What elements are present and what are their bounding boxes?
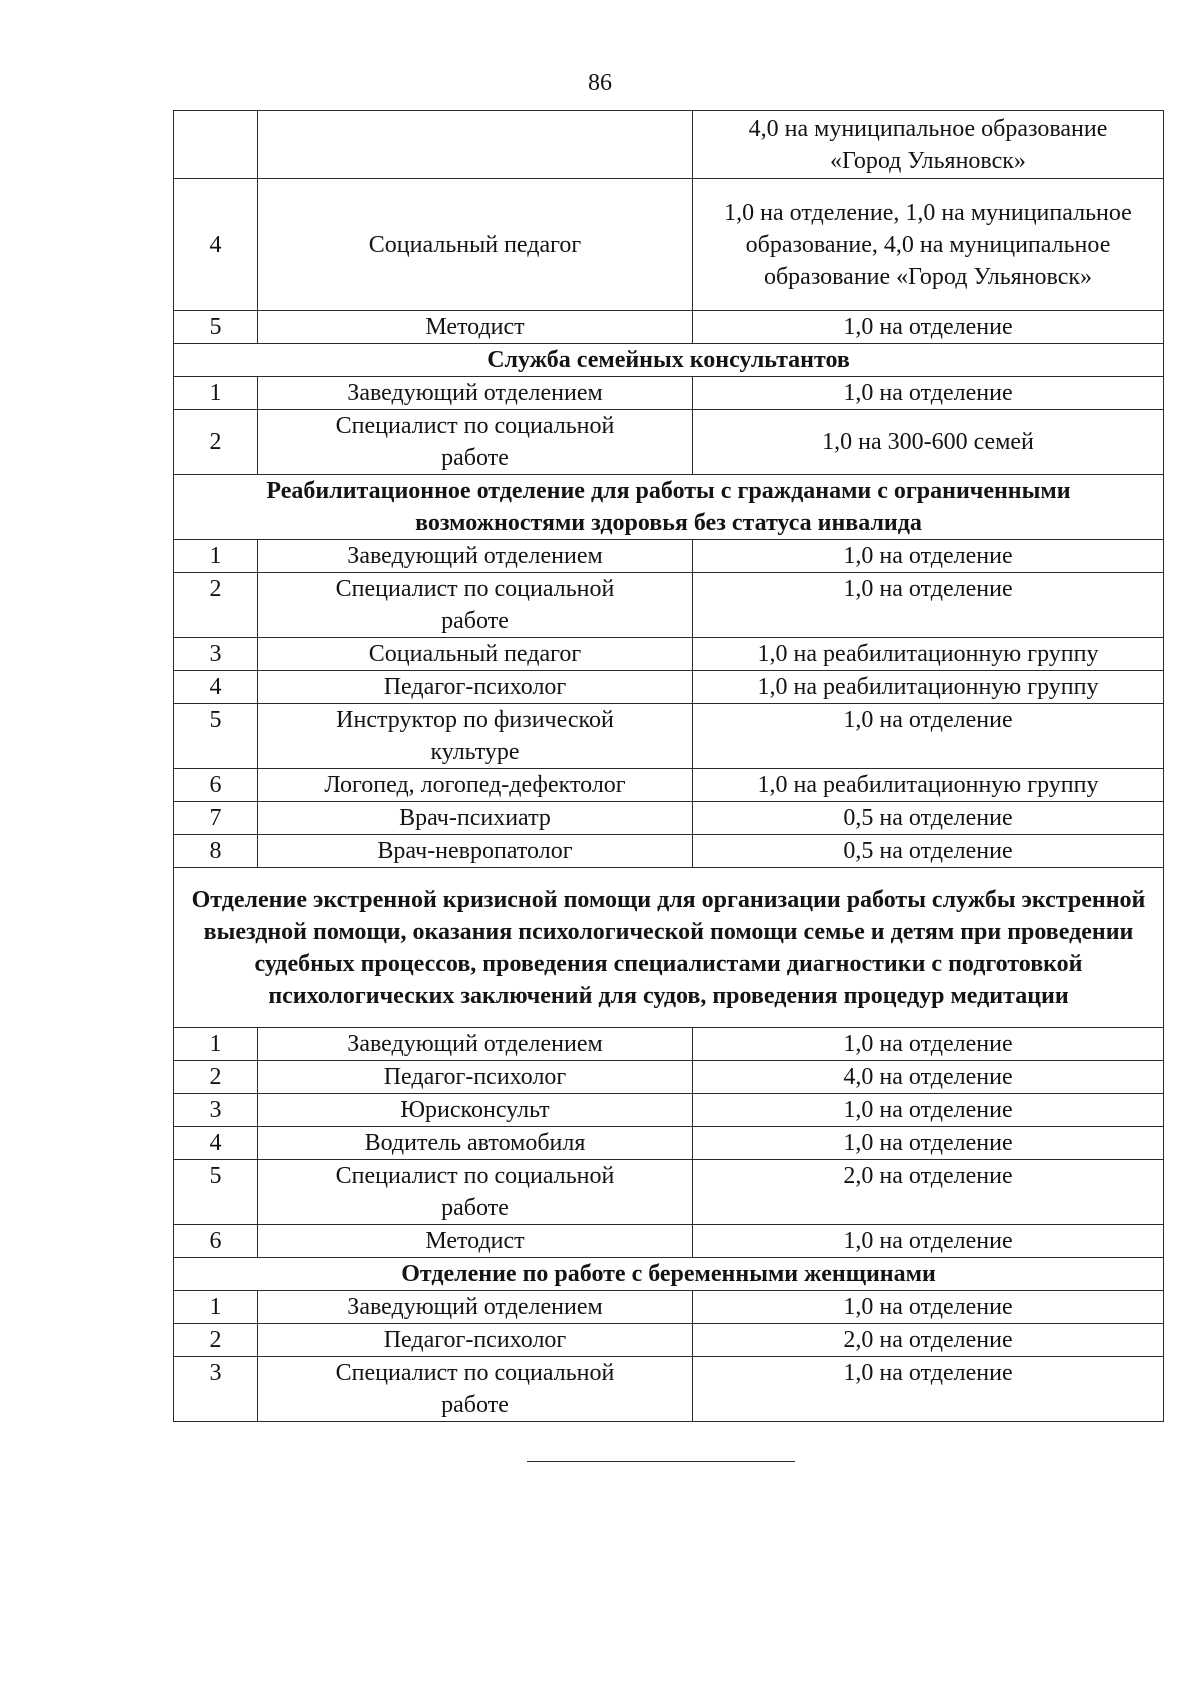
staff-norm: 2,0 на отделение xyxy=(693,1324,1164,1357)
position-name: Педагог-психолог xyxy=(258,671,693,704)
position-name: Юрисконсульт xyxy=(258,1094,693,1127)
row-number: 1 xyxy=(174,377,258,410)
section-header-family-consultants xyxy=(174,344,1164,377)
staff-norm: 1,0 на отделение xyxy=(693,311,1164,344)
position-name: Заведующий отделением xyxy=(258,1028,693,1061)
table-row xyxy=(174,1094,1164,1127)
row-number: 4 xyxy=(174,179,258,311)
table-row xyxy=(174,179,1164,311)
position-name: Методист xyxy=(258,1225,693,1258)
table-row xyxy=(174,540,1164,573)
table-row xyxy=(174,1028,1164,1061)
row-number xyxy=(174,111,258,179)
row-number: 6 xyxy=(174,769,258,802)
staff-norm: 1,0 на отделение xyxy=(693,1094,1164,1127)
row-number: 3 xyxy=(174,1094,258,1127)
position-name: Врач-психиатр xyxy=(258,802,693,835)
position-name: Инструктор по физической культуре xyxy=(258,704,693,769)
staff-norm: 1,0 на отделение xyxy=(693,704,1164,769)
section-header-rehabilitation xyxy=(174,475,1164,540)
staffing-table xyxy=(173,110,1164,1422)
row-number: 3 xyxy=(174,1357,258,1422)
closing-rule xyxy=(527,1461,795,1462)
table-row xyxy=(174,671,1164,704)
staff-norm: 1,0 на отделение xyxy=(693,1127,1164,1160)
row-number: 7 xyxy=(174,802,258,835)
staff-norm: 1,0 на отделение xyxy=(693,1225,1164,1258)
table-row xyxy=(174,1160,1164,1225)
table-row xyxy=(174,638,1164,671)
section-title: Отделение экстренной кризисной помощи для организации работы службы экстренной выездной помощи, оказания психологической помощи семье и детям при проведении судебных процессов, проведения специалистами диагностики с подготовкой психологических заключений для судов, проведения процедур медитации xyxy=(174,868,1164,1028)
position-name: Специалист по социальной работе xyxy=(258,1160,693,1225)
position-name: Специалист по социальной работе xyxy=(258,410,693,475)
row-number: 2 xyxy=(174,1324,258,1357)
table-row xyxy=(174,835,1164,868)
row-number: 2 xyxy=(174,1061,258,1094)
staff-norm: 1,0 на отделение xyxy=(693,540,1164,573)
row-number: 5 xyxy=(174,1160,258,1225)
position-name: Специалист по социальной работе xyxy=(258,1357,693,1422)
row-number: 1 xyxy=(174,1028,258,1061)
table-row xyxy=(174,1225,1164,1258)
staff-norm: 1,0 на отделение xyxy=(693,1028,1164,1061)
staff-norm: 1,0 на отделение xyxy=(693,1291,1164,1324)
table-row xyxy=(174,573,1164,638)
position-name: Заведующий отделением xyxy=(258,1291,693,1324)
table-row xyxy=(174,1324,1164,1357)
staff-norm: 4,0 на отделение xyxy=(693,1061,1164,1094)
position-name: Специалист по социальной работе xyxy=(258,573,693,638)
position-name: Педагог-психолог xyxy=(258,1061,693,1094)
row-number: 3 xyxy=(174,638,258,671)
position-name: Логопед, логопед-дефектолог xyxy=(258,769,693,802)
position-name: Методист xyxy=(258,311,693,344)
position-name: Социальный педагог xyxy=(258,179,693,311)
position-name: Заведующий отделением xyxy=(258,377,693,410)
table-row xyxy=(174,704,1164,769)
staff-norm: 1,0 на отделение, 1,0 на муниципальное образование, 4,0 на муниципальное образование «Город Ульяновск» xyxy=(693,179,1164,311)
table-row xyxy=(174,377,1164,410)
row-number: 2 xyxy=(174,410,258,475)
position-name xyxy=(258,111,693,179)
row-number: 5 xyxy=(174,311,258,344)
position-name: Врач-невропатолог xyxy=(258,835,693,868)
staff-norm: 1,0 на реабилитационную группу xyxy=(693,638,1164,671)
row-number: 6 xyxy=(174,1225,258,1258)
section-header-crisis-help xyxy=(174,868,1164,1028)
table-row xyxy=(174,1127,1164,1160)
section-header-pregnant-women xyxy=(174,1258,1164,1291)
row-number: 4 xyxy=(174,671,258,704)
staff-norm: 0,5 на отделение xyxy=(693,835,1164,868)
row-number: 8 xyxy=(174,835,258,868)
row-number: 1 xyxy=(174,1291,258,1324)
row-number: 2 xyxy=(174,573,258,638)
section-title: Реабилитационное отделение для работы с гражданами с ограниченными возможностями здоровья без статуса инвалида xyxy=(174,475,1164,540)
row-number: 4 xyxy=(174,1127,258,1160)
table-row xyxy=(174,311,1164,344)
position-name: Социальный педагог xyxy=(258,638,693,671)
table-row xyxy=(174,410,1164,475)
table-row xyxy=(174,111,1164,179)
table-row xyxy=(174,769,1164,802)
section-title: Отделение по работе с беременными женщинами xyxy=(174,1258,1164,1291)
row-number: 5 xyxy=(174,704,258,769)
table-row xyxy=(174,1357,1164,1422)
staff-norm: 1,0 на реабилитационную группу xyxy=(693,671,1164,704)
staff-norm: 0,5 на отделение xyxy=(693,802,1164,835)
position-name: Заведующий отделением xyxy=(258,540,693,573)
page-number: 86 xyxy=(588,70,612,96)
staff-norm: 1,0 на отделение xyxy=(693,1357,1164,1422)
staff-norm: 1,0 на отделение xyxy=(693,377,1164,410)
staff-norm: 1,0 на 300-600 семей xyxy=(693,410,1164,475)
section-title: Служба семейных консультантов xyxy=(174,344,1164,377)
table-row xyxy=(174,1061,1164,1094)
table-row xyxy=(174,1291,1164,1324)
staff-norm: 1,0 на реабилитационную группу xyxy=(693,769,1164,802)
table-row xyxy=(174,802,1164,835)
position-name: Водитель автомобиля xyxy=(258,1127,693,1160)
staff-norm: 1,0 на отделение xyxy=(693,573,1164,638)
position-name: Педагог-психолог xyxy=(258,1324,693,1357)
row-number: 1 xyxy=(174,540,258,573)
staff-norm: 4,0 на муниципальное образование «Город Ульяновск» xyxy=(693,111,1164,179)
staff-norm: 2,0 на отделение xyxy=(693,1160,1164,1225)
